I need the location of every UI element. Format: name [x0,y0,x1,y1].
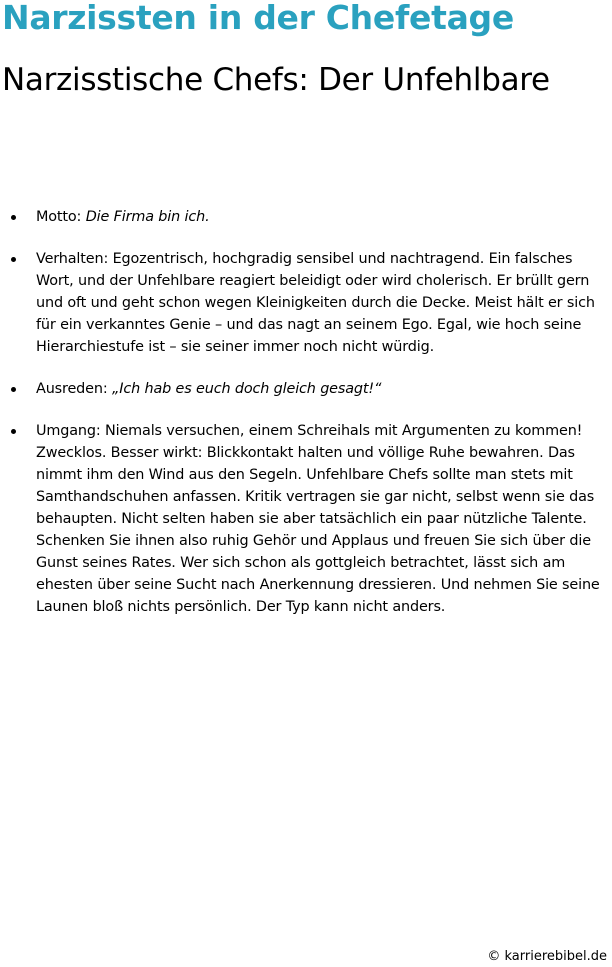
item-text: Niemals versuchen, einem Schreihals mit Argumenten zu kommen! Zwecklos. Besser wirkt: Blickkontakt halten und völlige Ruhe bewahren. Das nimmt ihm den Wind aus den Segeln. Unfehlbare Chefs sollte man stets mit Samthandschuhen anfassen. Kritik vertragen sie gar nicht, selbst wenn sie das behaupten. Nicht selten haben sie aber tatsächlich ein paar nützliche Talente. Schenken Sie ihnen also ruhig Gehör und Applaus und freuen Sie sich über die Gunst seines Rates. Wer sich schon als gottgleich betrachtet, lässt sich am ehesten über seine Sucht nach Anerkennung dressieren. Und nehmen Sie seine Launen bloß nichts persönlich. Der Typ kann nicht anders. [36,423,600,615]
list-item-verhalten [0,248,612,358]
item-label: Umgang: [36,423,105,439]
list-item-ausreden [0,378,612,400]
item-text: Die Firma bin ich. [85,209,210,225]
bullet-icon [11,215,16,220]
item-label: Ausreden: [36,381,112,397]
site-title: Narzissten in der Chefetage [2,0,514,37]
list-item-umgang [0,420,612,618]
bullet-list [0,206,612,638]
item-text: Egozentrisch, hochgradig sensibel und nachtragend. Ein falsches Wort, und der Unfehlbare reagiert beleidigt oder wird cholerisch. Er brüllt gern und oft und geht schon wegen Kleinigkeiten durch die Decke. Meist hält er sich für ein verkanntes Genie – und das nagt an seinem Ego. Egal, wie hoch seine Hierarchiestufe ist – sie seiner immer noch nicht würdig. [36,251,595,355]
item-text: „Ich hab es euch doch gleich gesagt!“ [111,381,382,397]
page-heading: Narzisstische Chefs: Der Unfehlbare [2,62,550,98]
item-label: Verhalten: [36,251,113,267]
bullet-icon [11,429,16,434]
item-label: Motto: [36,209,86,225]
footer-copyright: © karrierebibel.de [487,949,607,964]
bullet-icon [11,387,16,392]
list-item-motto [0,206,612,228]
bullet-icon [11,257,16,262]
